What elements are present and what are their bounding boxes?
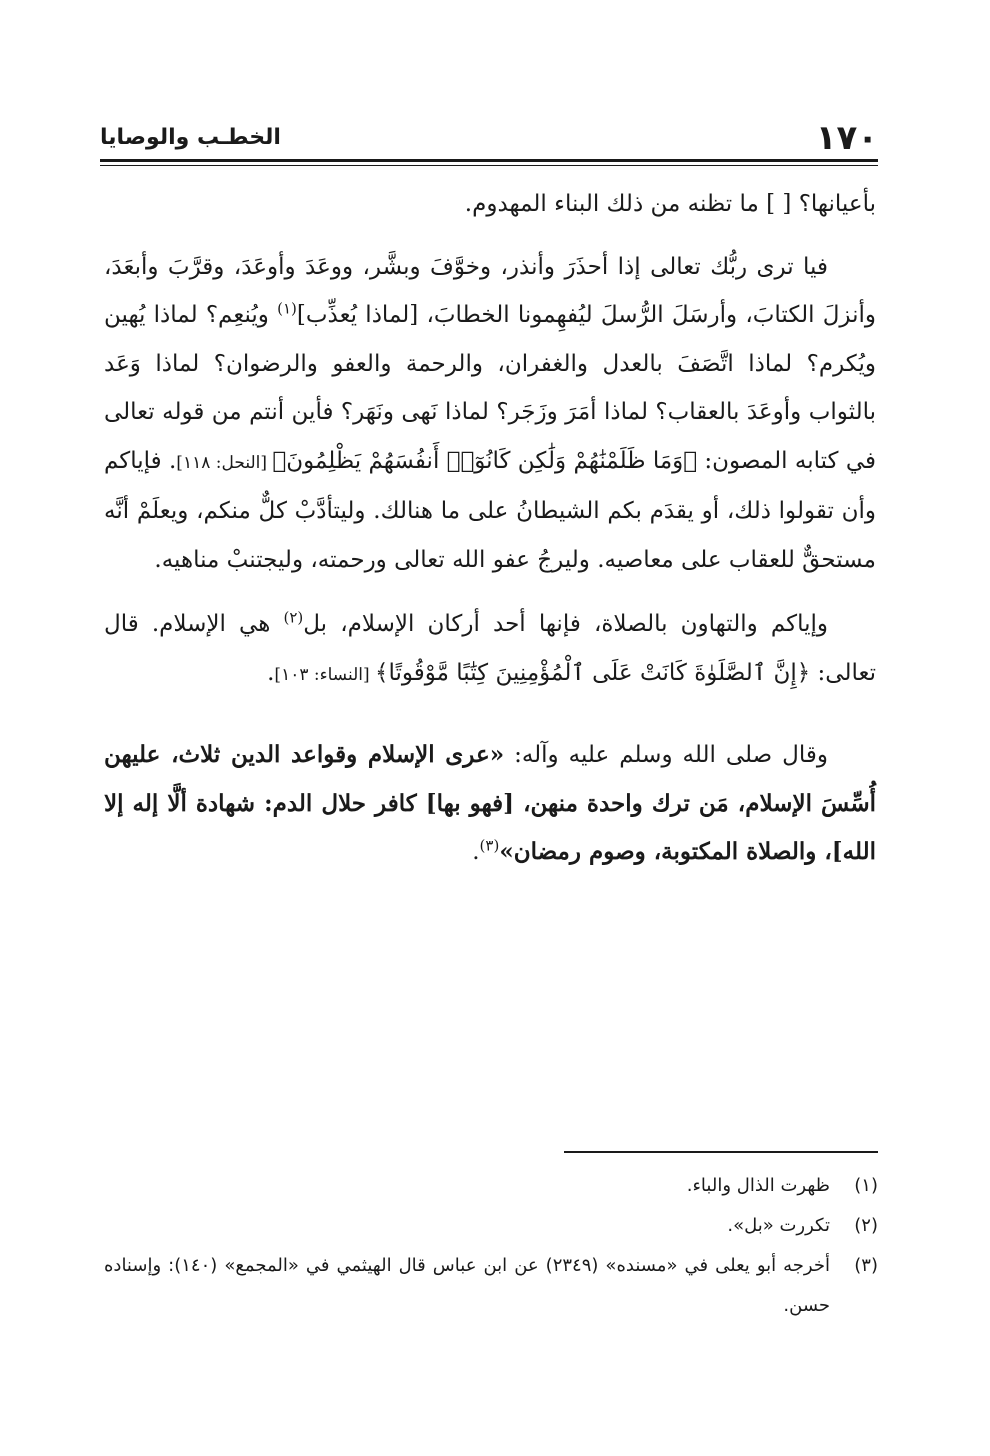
paragraph-text: .	[472, 839, 480, 865]
footnote-marker-2: (٢)	[283, 608, 304, 627]
footnote-text: أخرجه أبو يعلى في «مسنده» (٢٣٤٩) عن ابن عباس قال الهيثمي في «المجمع» (١٤٠): وإسناده حسن.	[104, 1255, 830, 1316]
main-text	[104, 180, 876, 877]
footnote-item	[104, 1246, 878, 1326]
paragraph-text: ويُنعِم؟ لماذا يُهين ويُكرم؟ لماذا اتَّصَفَ بالعدل والغفران، والرحمة والعفو والرضوان؟ لماذا وَعَد بالثواب وأوعَدَ بالعقاب؟ لماذا أمَرَ وزَجَر؟ لماذا نَهى ونَهَر؟ فأين أنتم من قوله تعالى في كتابه المصون:	[104, 302, 876, 474]
footnote-number: (١)	[854, 1175, 878, 1196]
running-title: الخطـب والوصايا	[100, 125, 281, 150]
footnote-number: (٢)	[854, 1215, 878, 1236]
paragraph-continuation: بأعيانها؟ [ ] ما تظنه من ذلك البناء المهدوم.	[464, 191, 876, 217]
footnote-item	[104, 1206, 878, 1246]
verse-reference: [النساء: ١٠٣]	[274, 664, 376, 685]
footnote-number: (٣)	[854, 1255, 878, 1276]
paragraph-text: .	[267, 659, 275, 686]
page-header	[100, 118, 878, 158]
paragraph-hadith	[104, 731, 876, 877]
paragraph-text: . فإياكم وأن تقولوا ذلك، أو يقدَم بكم الشيطانُ على ما هنالك. وليتأدَّبْ كلٌّ منكم، ويعلَمْ أنَّه مستحقٌّ للعقاب على معاصيه. وليرجُ عفو الله تعالى ورحمته، وليجتنبْ مناهيه.	[104, 447, 876, 573]
footnote-marker-1: (١)	[277, 299, 297, 318]
footnotes	[104, 1166, 878, 1326]
page-number: ١٧٠	[815, 118, 878, 158]
header-rule-thin	[100, 165, 878, 166]
paragraph-text: وإياكم والتهاون بالصلاة، فإنها أحد أركان الإسلام، بل	[303, 611, 829, 637]
header-rule	[100, 159, 878, 162]
paragraph-lord-warnings	[104, 243, 876, 585]
footnote-separator	[564, 1151, 878, 1153]
paragraph-text: هي الإسلام. قال تعالى:	[104, 611, 876, 686]
footnote-item	[104, 1166, 878, 1206]
paragraph-text: وقال صلى الله وسلم عليه وآله:	[504, 742, 828, 768]
footnote-text: تكررت «بل».	[727, 1215, 830, 1236]
hadith-text: «عرى الإسلام وقواعد الدين ثلاث، عليهن أُسِّسَ الإسلام، مَن ترك واحدة منهن، [فهو بها] كافر حلال الدم: شهادة ألَّا إله إلا الله]، والصلاة المكتوبة، وصوم رمضان»	[104, 741, 876, 865]
quran-verse: ﴿إِنَّ ٱلصَّلَوٰةَ كَانَتْ عَلَى ٱلْمُؤْمِنِينَ كِتَٰبًا مَّوْقُوتًا﴾	[375, 659, 811, 686]
footnote-text: ظهرت الذال والباء.	[686, 1175, 830, 1196]
verse-reference: [النحل: ١١٨]	[176, 452, 273, 473]
paragraph-text: فيا ترى ربُّك تعالى إذا أحذَرَ وأنذر، وخوَّفَ وبشَّر، ووعَدَ وأوعَدَ، وقرَّبَ وأبعَدَ، وأنزلَ الكتابَ، وأرسَلَ الرُّسلَ ليُفهِمونا الخطابَ، [لماذا يُعذِّب]	[104, 253, 876, 328]
footnote-marker-3: (٣)	[479, 836, 500, 855]
paragraph-prayer	[104, 600, 876, 699]
quran-verse: ﴿وَمَا ظَلَمْنَٰهُمْ وَلَٰكِن كَانُوٓا۟ أَنفُسَهُمْ يَظْلِمُونَ﴾	[272, 447, 698, 474]
